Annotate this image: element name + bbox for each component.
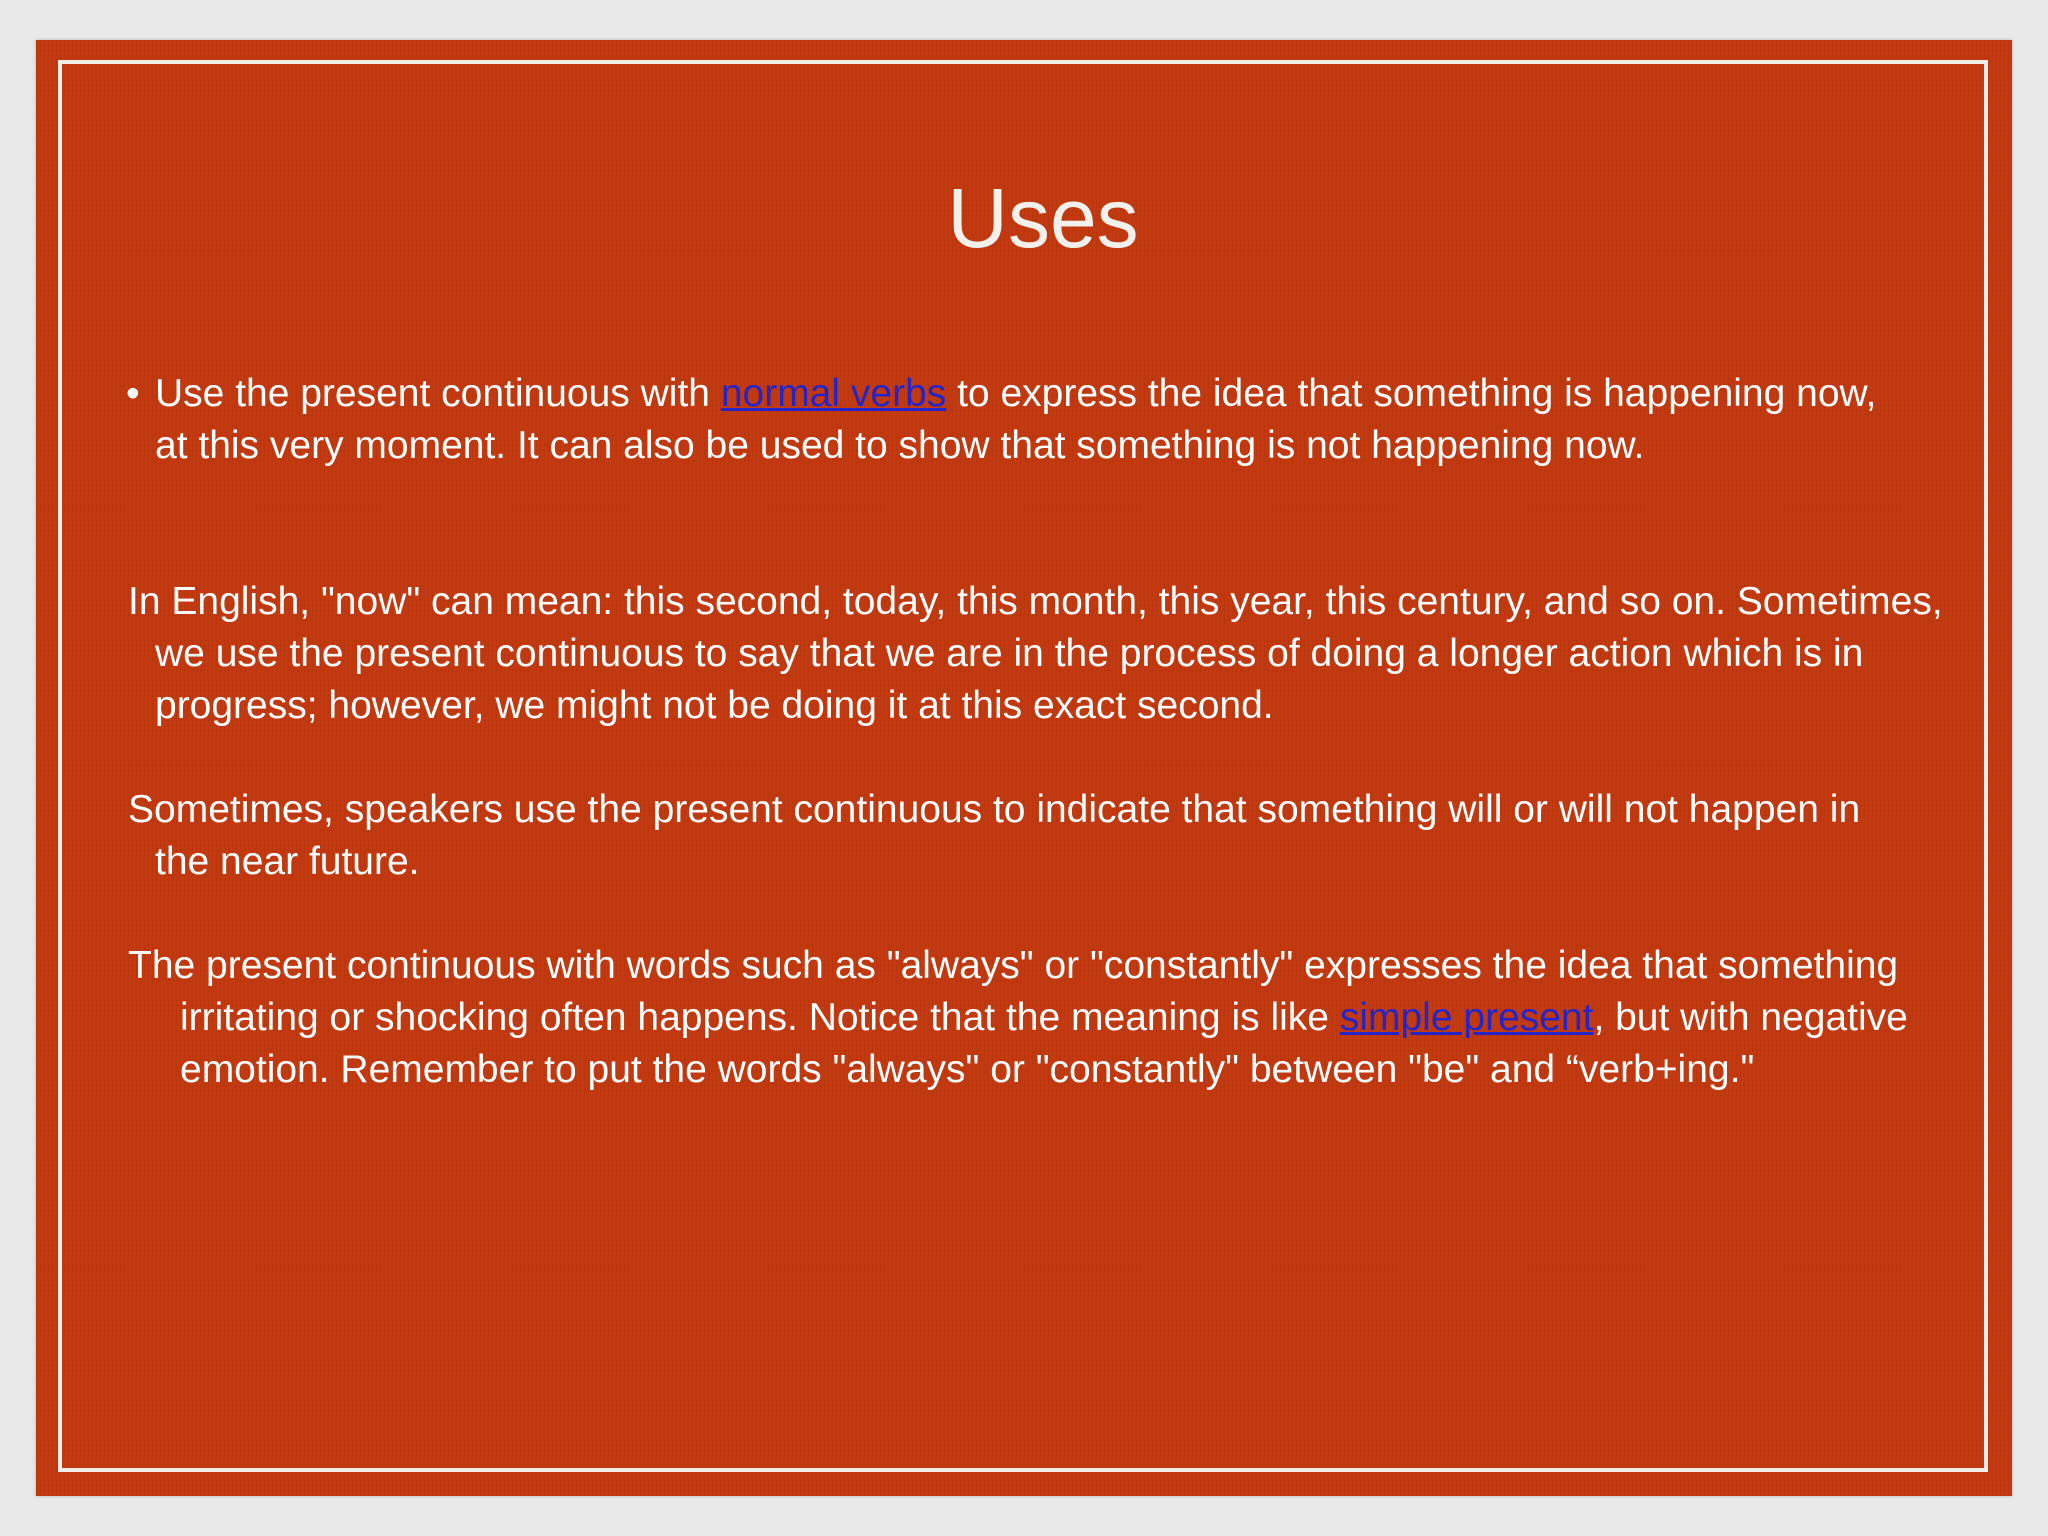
bullet-icon: • [126, 372, 140, 415]
simple-present-link[interactable]: simple present [1339, 996, 1594, 1039]
bullet-paragraph [128, 368, 1878, 472]
paragraph-4-before-link: The present continuous with words such as "always" or "constantly" expresses the idea that something irritating or shocking often happens. Notice that the meaning is like [128, 944, 1899, 1039]
paragraph-now-meaning: In English, "now" can mean: this second, today, this month, this year, this century, and so on. Sometimes, we use the present continuous to say that we are in the process of doing a longer action which is in progress; however, we might not be doing it at this exact second. [128, 580, 1943, 727]
paragraph-always-constantly [128, 940, 1940, 1096]
paragraph-4-after-link: , but with negative emotion. Remember to put the words "always" or "constantly" between "be" and “verb+ing." [180, 996, 1908, 1091]
paragraph-near-future: Sometimes, speakers use the present continuous to indicate that something will or will not happen in the near future. [128, 788, 1861, 883]
bullet-text-before-link: Use the present continuous with [155, 372, 721, 415]
bullet-text-after-link: to express the idea that something is happening now, at this very moment. It can also be used to show that something is not happening now. [155, 372, 1877, 467]
bullet-text [128, 368, 1878, 472]
normal-verbs-link[interactable]: normal verbs [720, 372, 947, 415]
slide-title: Uses [947, 171, 1139, 265]
